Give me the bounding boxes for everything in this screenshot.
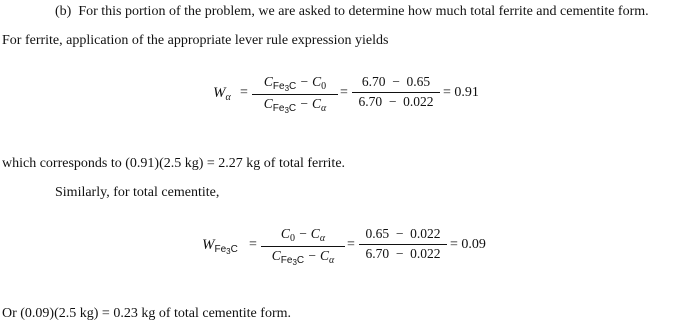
eq1-frac2-numerator: 6.70 − 0.65 xyxy=(361,74,431,89)
eq2-frac2-numerator: 0.65 − 0.022 xyxy=(365,226,441,241)
ferrite-result-text: which corresponds to (0.91)(2.5 kg) = 2.27 kg of total ferrite. xyxy=(2,156,346,171)
ferrite-lead-text: For ferrite, application of the appropriate lever rule expression yields xyxy=(2,33,389,48)
eq2-equals-2: = xyxy=(347,237,355,252)
eq2-symbolic-fraction xyxy=(261,226,345,266)
cementite-result-text: Or (0.09)(2.5 kg) = 0.23 kg of total cementite form. xyxy=(2,306,291,321)
eq1-frac1-numerator: $C_{Fe_3C} - C_0$ xyxy=(263,74,327,93)
eq2-result: = 0.09 xyxy=(450,237,486,252)
eq2-frac1-numerator: $C_0 - C_\alpha$ xyxy=(280,226,326,244)
eq1-frac1-bar xyxy=(252,94,338,95)
eq1-frac2-denominator: 6.70 − 0.022 xyxy=(358,94,434,109)
eq2-frac1-bar xyxy=(261,246,345,247)
eq2-equals-1: = xyxy=(249,237,257,252)
eq1-numeric-fraction xyxy=(352,74,440,110)
intro-sentence: For this portion of the problem, we are asked to determine how much total ferrite and cementite form. xyxy=(78,4,649,19)
ferrite-lever-rule-equation xyxy=(0,74,700,120)
eq1-equals-1: = xyxy=(240,85,248,100)
eq1-lhs: $W_\alpha$ xyxy=(213,85,231,103)
cementite-lead-text: Similarly, for total cementite, xyxy=(55,185,220,200)
eq2-numeric-fraction xyxy=(359,226,447,262)
eq1-result: = 0.91 xyxy=(443,85,479,100)
eq1-frac2-bar xyxy=(352,92,440,93)
eq2-frac2-bar xyxy=(359,244,447,245)
part-b-intro xyxy=(55,4,649,20)
part-label: (b) xyxy=(55,4,72,19)
eq1-equals-2: = xyxy=(340,85,348,100)
eq1-frac1-denominator: $C_{Fe_3C} - C_\alpha$ xyxy=(263,96,327,115)
cementite-lever-rule-equation xyxy=(0,226,700,272)
eq1-symbolic-fraction xyxy=(252,74,338,114)
eq2-frac1-denominator: $C_{Fe_3C} - C_\alpha$ xyxy=(271,248,335,267)
eq2-lhs: $W_{Fe_3C}$ xyxy=(202,237,238,256)
eq2-frac2-denominator: 6.70 − 0.022 xyxy=(365,246,441,261)
